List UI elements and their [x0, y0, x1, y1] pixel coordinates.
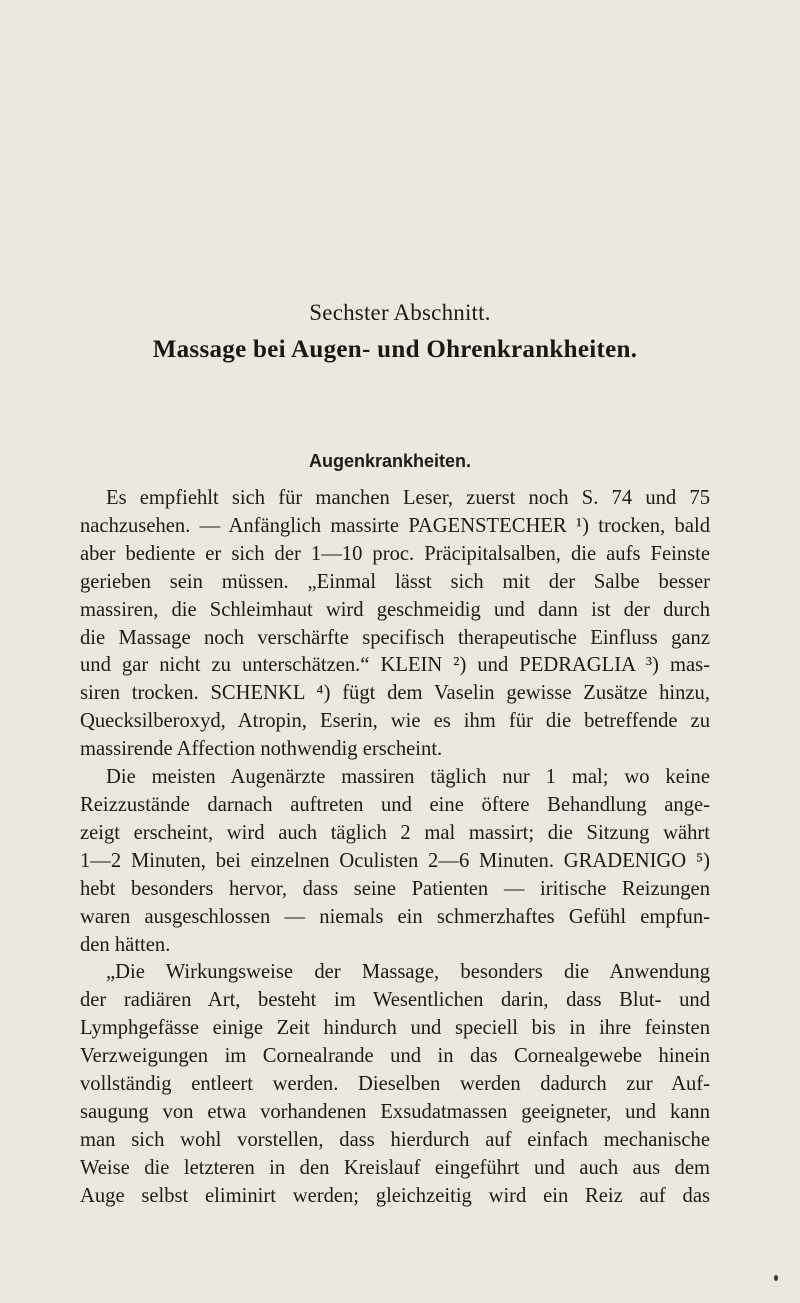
chapter-title: Massage bei Augen- und Ohrenkrankheiten.	[152, 336, 638, 363]
text-line: Quecksilberoxyd, Atropin, Eserin, wie es ihm für die betreffende zu	[80, 710, 710, 733]
text-line: massiren, die Schleimhaut wird geschmeidig und dann ist der durch	[80, 598, 710, 621]
text-line: die Massage noch verschärfte specifisch therapeutische Einfluss ganz	[80, 626, 710, 649]
text-line: saugung von etwa vorhandenen Exsudatmassen geeigneter, und kann	[80, 1100, 710, 1123]
text-line: Lymphgefässe einige Zeit hindurch und speciell bis in ihre feinsten	[80, 1017, 710, 1040]
text-line: Es empfiehlt sich für manchen Leser, zuerst noch S. 74 und 75	[106, 487, 710, 509]
text-line: Die meisten Augenärzte massiren täglich nur 1 mal; wo keine	[106, 766, 710, 789]
text-line: Weise die letzteren in den Kreislauf eingeführt und auch aus dem	[80, 1156, 710, 1179]
text-line: nachzusehen. — Anfänglich massirte PAGENSTECHER ¹) trocken, bald	[80, 514, 710, 537]
text-line: der radiären Art, besteht im Wesentlichen darin, dass Blut- und	[80, 989, 710, 1012]
text-line: man sich wohl vorstellen, dass hierdurch auf einfach mechanische	[80, 1128, 710, 1151]
text-line: „Die Wirkungsweise der Massage, besonders die Anwendung	[106, 961, 710, 984]
text-line: Reizzustände darnach auftreten und eine öftere Behandlung ange-	[80, 793, 710, 816]
text-line: vollständig entleert werden. Dieselben werden dadurch zur Auf-	[80, 1073, 710, 1096]
text-line: hebt besonders hervor, dass seine Patienten — iritische Reizungen	[80, 877, 710, 900]
text-line: 1—2 Minuten, bei einzelnen Oculisten 2—6 Minuten. GRADENIGO ⁵)	[80, 849, 710, 872]
sub-heading: Augenkrankheiten.	[308, 451, 472, 471]
text-line: massirende Affection nothwendig erscheint.	[80, 738, 443, 761]
text-line: gerieben sein müssen. „Einmal lässt sich mit der Salbe besser	[80, 570, 710, 593]
text-line: und gar nicht zu unterschätzen.“ KLEIN ²) und PEDRAGLIA ³) mas-	[80, 654, 710, 677]
body-text	[80, 485, 710, 1211]
text-line: siren trocken. SCHENKL ⁴) fügt dem Vaselin gewisse Zusätze hinzu,	[80, 682, 710, 705]
text-line: waren ausgeschlossen — niemals ein schmerzhaftes Gefühl empfun-	[80, 905, 710, 928]
text-line: den hätten.	[80, 933, 171, 956]
margin-speck	[774, 1275, 778, 1281]
text-line: Auge selbst eliminirt werden; gleichzeitig wird ein Reiz auf das	[80, 1184, 710, 1207]
text-line: aber bediente er sich der 1—10 proc. Präcipitalsalben, die aufs Feinste	[80, 542, 710, 565]
section-heading: Sechster Abschnitt.	[309, 300, 491, 325]
text-line: Verzweigungen im Cornealrande und in das Cornealgewebe hinein	[80, 1045, 710, 1068]
text-line: zeigt erscheint, wird auch täglich 2 mal massirt; die Sitzung währt	[80, 821, 710, 844]
